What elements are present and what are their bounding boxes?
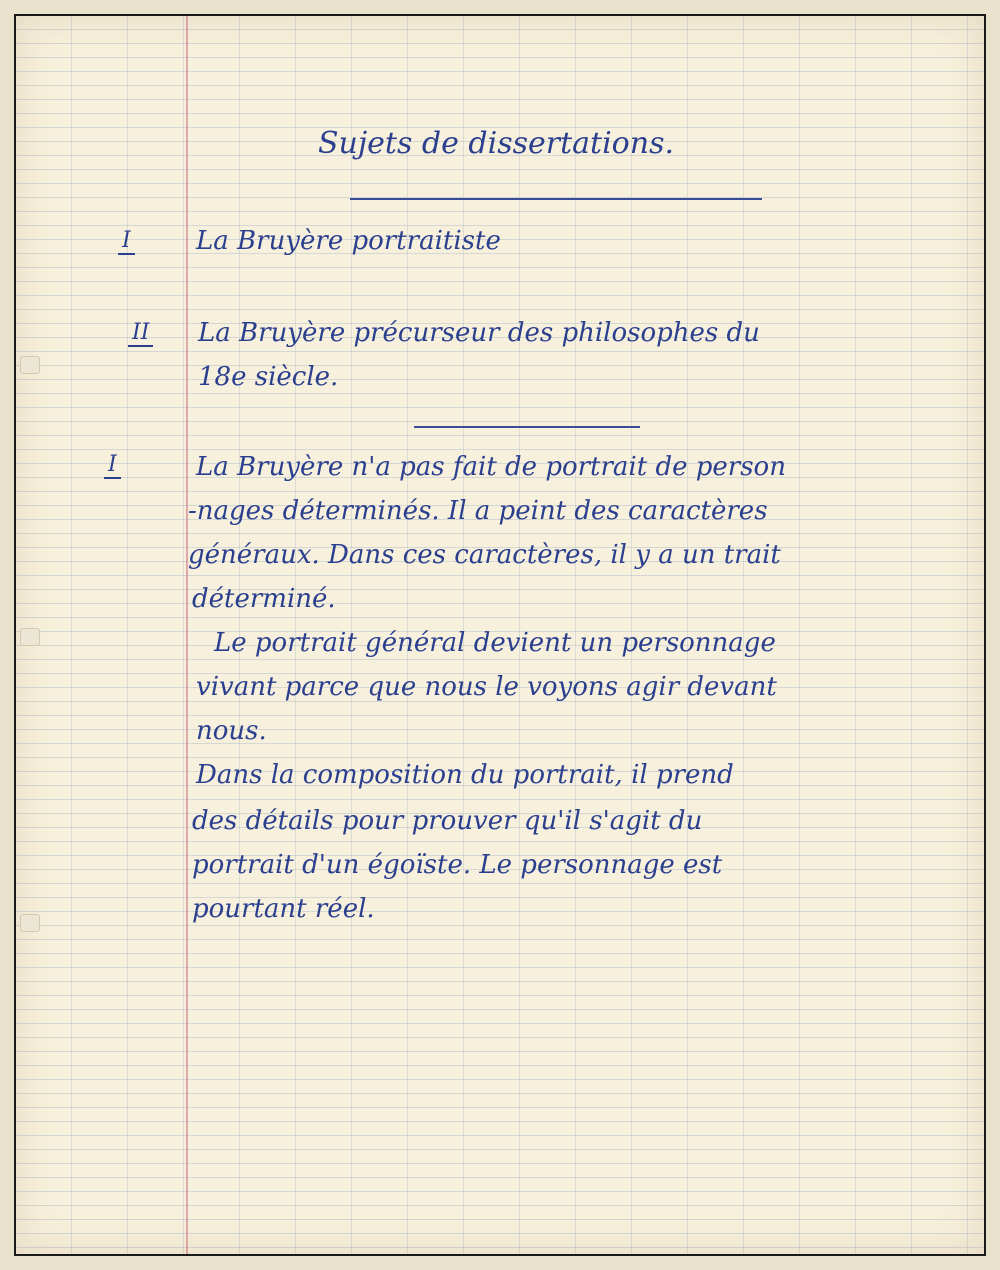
- subject-1-numeral: I: [118, 228, 135, 253]
- paragraph-line-9: des détails pour prouver qu'il s'agit du: [192, 806, 703, 836]
- subject-2-line-1: La Bruyère précurseur des philosophes du: [198, 318, 760, 348]
- page-title: Sujets de dissertations.: [318, 126, 675, 161]
- punch-hole: [20, 356, 40, 374]
- title-underline: [350, 198, 762, 200]
- paragraph-line-1: La Bruyère n'a pas fait de portrait de person: [196, 452, 786, 482]
- punch-hole: [20, 914, 40, 932]
- subject-2-numeral: II: [128, 320, 153, 345]
- punch-hole: [20, 628, 40, 646]
- paragraph-line-10: portrait d'un égoïste. Le personnage est: [192, 850, 723, 880]
- paragraph-line-5: Le portrait général devient un personnage: [214, 628, 776, 658]
- paragraph-line-11: pourtant réel.: [192, 894, 375, 924]
- paragraph-line-2: -nages déterminés. Il a peint des caractères: [188, 496, 768, 526]
- paragraph-line-8: Dans la composition du portrait, il prend: [196, 760, 734, 790]
- paragraph-line-3: généraux. Dans ces caractères, il y a un trait: [188, 540, 781, 570]
- margin-line: [186, 16, 188, 1254]
- paragraph-line-7: nous.: [196, 716, 267, 746]
- section-numeral: I: [104, 452, 121, 477]
- subject-1-line-1: La Bruyère portraitiste: [196, 226, 501, 256]
- paragraph-line-6: vivant parce que nous le voyons agir devant: [196, 672, 777, 702]
- subject-2-line-2: 18e siècle.: [198, 362, 339, 392]
- section-divider: [414, 426, 640, 428]
- paragraph-line-4: déterminé.: [192, 584, 336, 614]
